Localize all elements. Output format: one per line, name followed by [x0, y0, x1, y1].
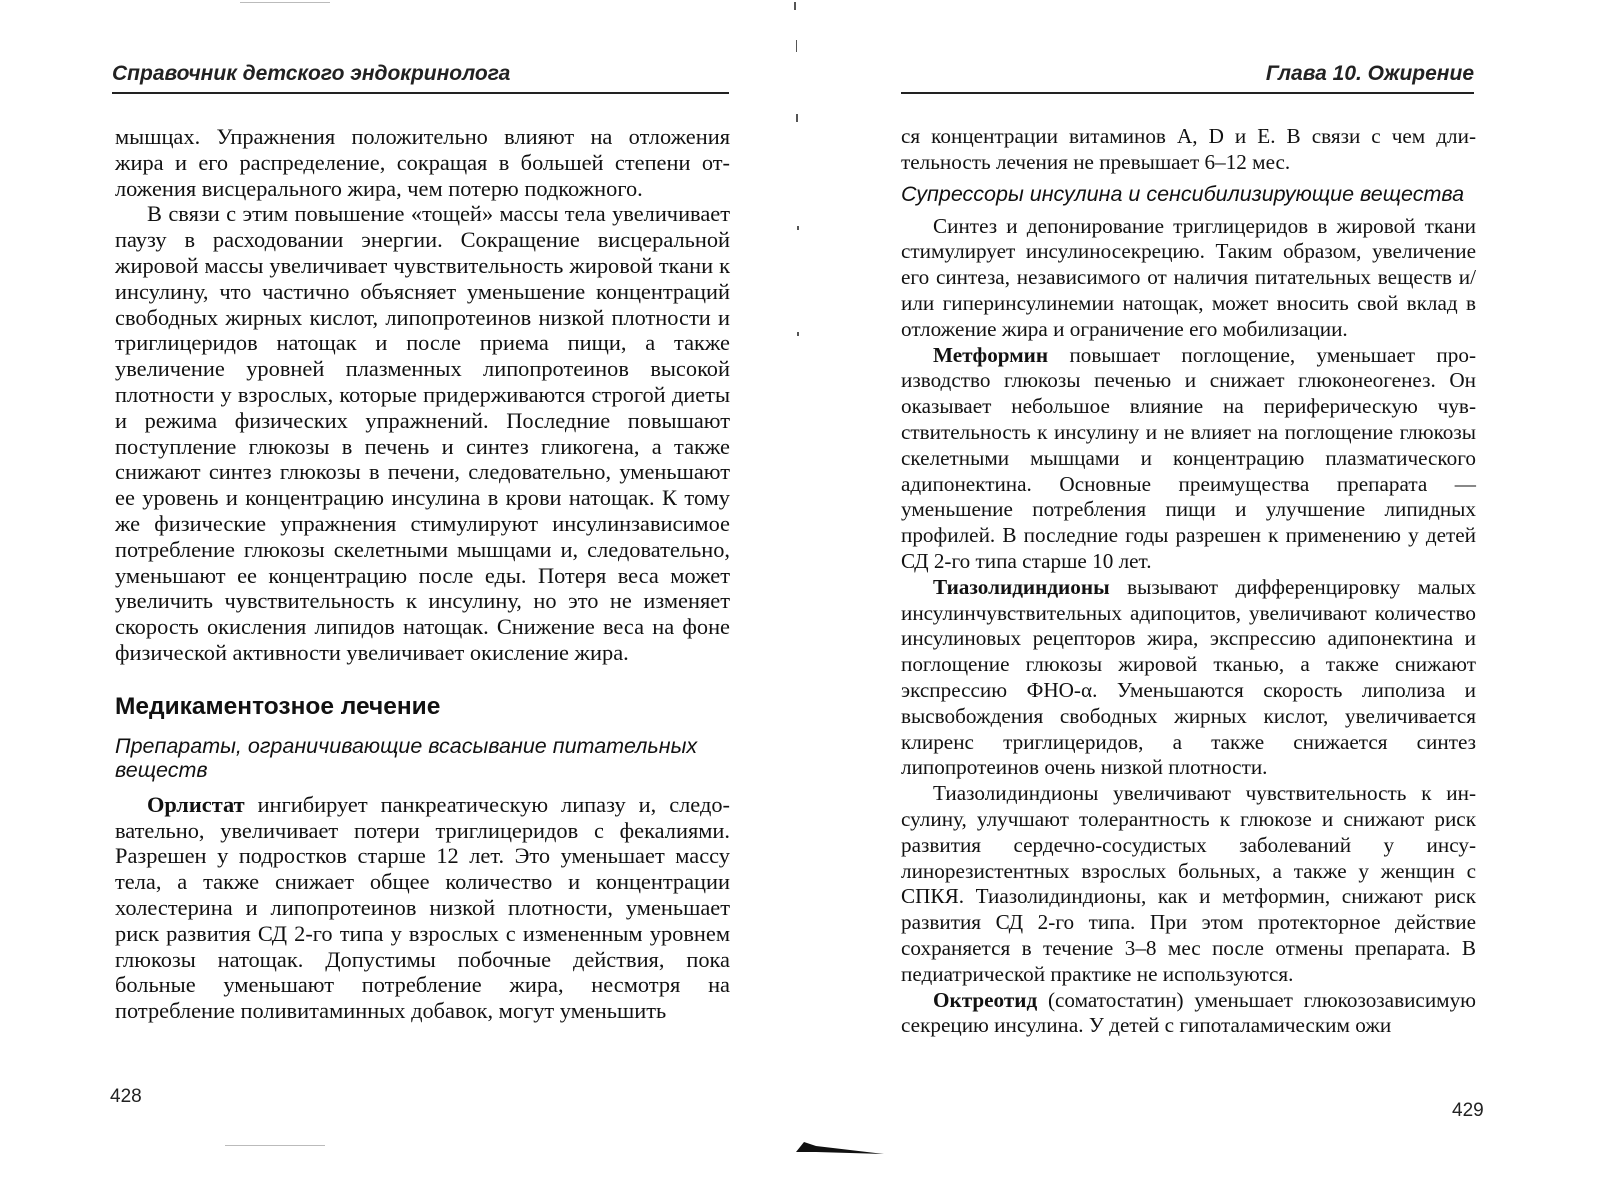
paragraph: Тиазолидиндионы увеличивают чувствительность к инсулину, улучшают толерантность к глюкозе и снижают риск развития сердечно-сосудистых заболеваний у инсулинорезистентных взрослых больных, а также у женщин с СПКЯ. Тиазолидиндионы, как и метформин, снижают риск развития СД 2-го типа. При этом протекторное действие сохраняется в течение 3–8 мес после отмены препарата. В педиатрической практике не используются.	[901, 781, 1476, 986]
paragraph: ся концентрации витаминов А, D и Е. В связи с чем длительность лечения не превышает 6–12 мес.	[901, 124, 1476, 174]
drug-term: Тиазолидиндионы	[933, 574, 1110, 599]
drug-term: Октреотид	[933, 987, 1038, 1012]
drug-term: Орлистат	[147, 791, 245, 817]
paragraph: Синтез и депонирование триглицеридов в жировой ткани стимулирует инсулиносекрецию. Таким образом, увеличение его синтеза, независимого от наличия питательных веществ и/или гиперинсулинемии натощак, может вносить свой вклад в отложение жира и ограничение его мобилизации.	[901, 213, 1476, 341]
paragraph	[901, 575, 1476, 781]
paragraph-text: (соматостатин) уменьшает глюкозозависимую секрецию инсулина. У детей с гипоталамическим ожи	[901, 987, 1476, 1038]
page-number: 428	[110, 1086, 142, 1107]
paragraph: мышцах. Упражнения положительно влияют на отложения жира и его распределение, сокращая в большей степени отложения висцерального жира, чем потерю подкожного.	[115, 124, 730, 201]
right-page	[800, 0, 1600, 1179]
running-head: Справочник детского эндокринолога	[112, 62, 729, 94]
paragraph: В связи с этим повышение «тощей» массы тела увеличивает паузу в расходовании энергии. Сокращение висцеральной жировой массы увеличивает чувствительность жировой ткани к инсулину, что частично объясняет уменьшение концентраций свободных жирных кислот, липопротеинов низкой плотности и триглицеридов натощак и после приема пищи, а также увеличение уровней плазменных липопротеинов высокой плотности у взрослых, которые придерживаются строгой диеты и режима физических упражнений. Последние повышают поступление глюкозы в печень и синтез гликогена, а также снижают синтез глюкозы в печени, следовательно, уменьшают ее уровень и концентрацию инсулина в крови натощак. К тому же физические упражнения стимулируют инсулинзависимое потребление глюкозы скелетными мышцами и, следовательно, уменьшают ее концентрацию после еды. Потеря веса может увеличить чувствительность к инсулину, но это не изменяет скорость окисления липидов натощак. Снижение веса на фоне физической активности увеличивает окисление жира.	[115, 201, 730, 665]
paragraph-text: ингибирует панкреатическую липазу и, следовательно, увеличивает потери триглицеридов с фекалиями. Разрешен у подростков старше 12 лет. Это уменьшает массу тела, а также снижает общее количество и концентрации холестерина и липопротеинов низкой плотности, уменьшает риск развития СД 2-го типа у взрослых с измененным уровнем глюкозы натощак. Допустимы побочные действия, пока больные уменьшают потребление жира, несмотря на потребление поливитаминных добавок, могут уменьшить	[115, 791, 730, 1024]
paragraph	[901, 343, 1476, 575]
subsection-heading: Препараты, ограничивающие всасывание питательных веществ	[115, 733, 698, 782]
paragraph-text: вызывают дифференцировку малых инсулинчувствительных адипоцитов, увеличивают количество инсулиновых рецепторов жира, экспрессию адипонектина и поглощение глюкозы жировой тканью, а также снижают экспрессию ФНО-α. Уменьшаются скорость липолиза и высвобождения свободных жирных кислот, увеличивается клиренс триглицеридов, а также снижается синтез липопротеинов очень низкой плотности.	[901, 574, 1476, 780]
paragraph-text: повышает поглощение, уменьшает производство глюкозы печенью и снижает глюконеогенез. Он оказывает небольшое влияние на периферическую чувствительность к инсулину и не влияет на поглощение глюкозы скелетными мышцами и концентрацию плазматического адипонектина. Основные преимущества препарата — уменьшение потребления пищи и улучшение липидных профилей. В последние годы разрешен к применению у детей СД 2-го типа старше 10 лет.	[901, 342, 1476, 573]
paragraph	[115, 792, 730, 1024]
text-column	[115, 124, 730, 1024]
drug-term: Метформин	[933, 342, 1049, 367]
subsection-heading: Супрессоры инсулина и сенсибилизирующие вещества	[901, 181, 1465, 206]
paragraph	[901, 988, 1476, 1040]
page-number: 429	[1452, 1100, 1484, 1121]
text-column	[901, 124, 1476, 1039]
section-heading: Медикаментозное лечение	[115, 692, 441, 720]
running-head: Глава 10. Ожирение	[901, 62, 1474, 94]
